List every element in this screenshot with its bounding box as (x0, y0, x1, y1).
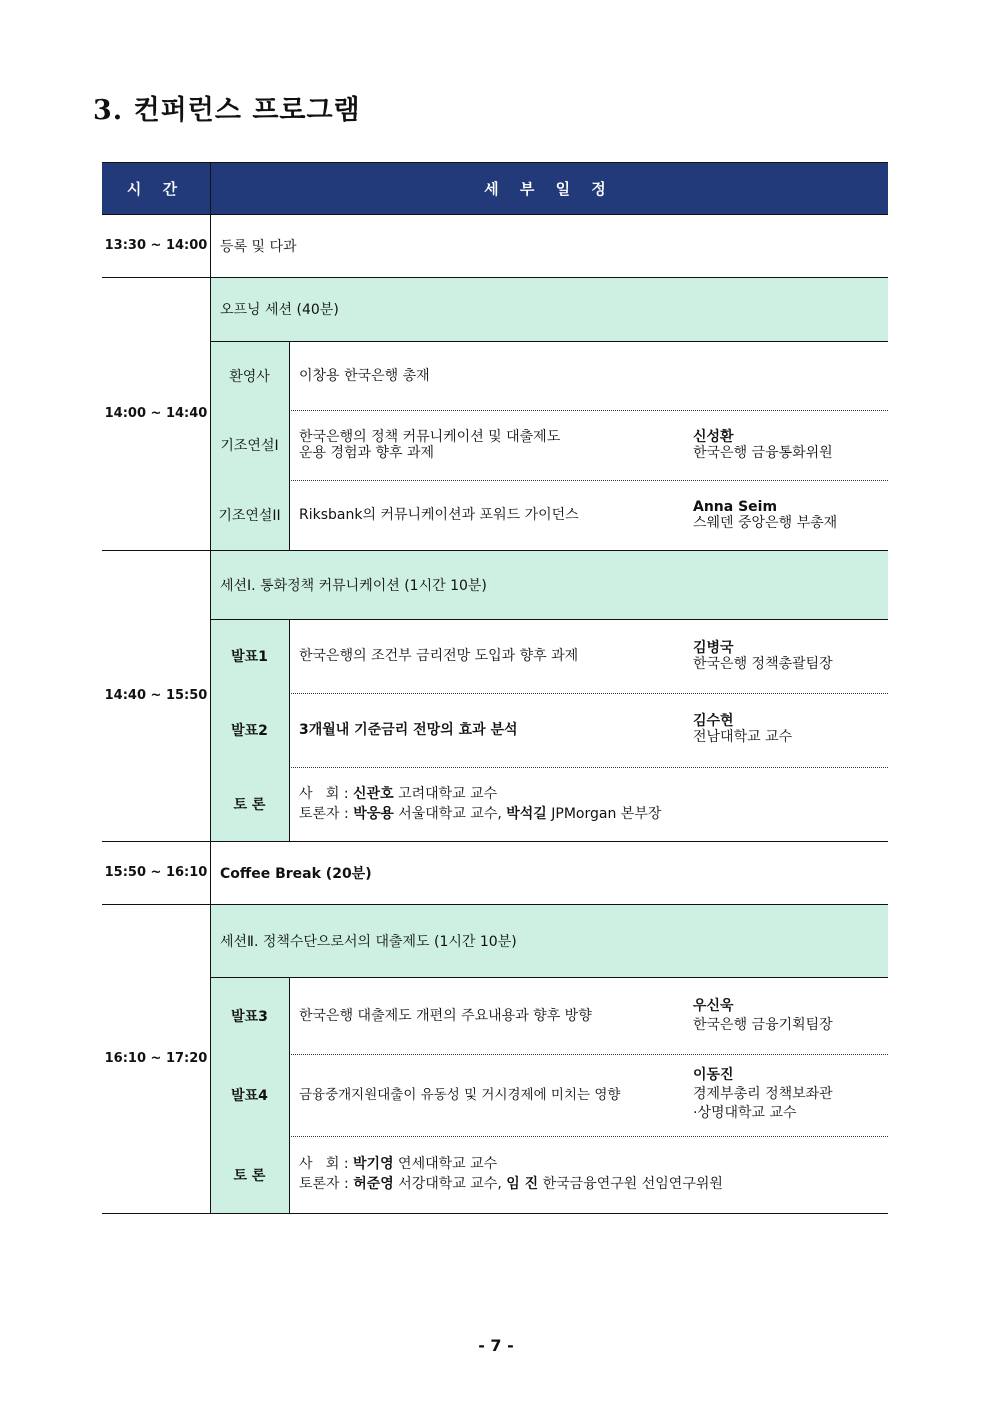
p3-speaker (693, 998, 833, 1033)
discussant-name: 박웅용 (353, 806, 394, 822)
discussants-line (299, 804, 661, 824)
p4-label: 발표4 (231, 1088, 268, 1104)
table-border (102, 162, 888, 163)
dotted-divider (289, 693, 888, 694)
session1-title: 세션Ⅰ. 통화정책 커뮤니케이션 (1시간 10분) (220, 577, 487, 594)
discussion1-label: 토 론 (233, 797, 266, 813)
dotted-divider (289, 767, 888, 768)
column-divider (289, 619, 290, 841)
p4-title: 금융중개지원대출이 유동성 및 거시경제에 미치는 영향 (299, 1087, 621, 1103)
divider (102, 550, 888, 551)
divider (102, 277, 888, 278)
column-divider (289, 341, 290, 550)
table-border (102, 1213, 888, 1214)
discussants-line (299, 1174, 723, 1194)
p1-speaker (693, 640, 833, 672)
registration-text: 등록 및 다과 (220, 238, 297, 255)
time-coffee: 15:50 ~ 16:10 (104, 865, 208, 880)
divider (102, 904, 888, 905)
discussant-name: 허준영 (353, 1176, 394, 1192)
moderator-aff: 연세대학교 교수 (393, 1156, 498, 1172)
dotted-divider (289, 1136, 888, 1137)
welcome-text: 이창용 한국은행 총재 (299, 367, 430, 384)
p3-title: 한국은행 대출제도 개편의 주요내용과 향후 방향 (299, 1007, 592, 1024)
column-divider (289, 977, 290, 1213)
discussion2-body (299, 1154, 723, 1194)
keynote1-line2: 운용 경험과 향후 과제 (299, 445, 435, 461)
keynote1-label: 기조연설I (220, 438, 279, 454)
dotted-divider (289, 480, 888, 481)
speaker-name: Anna Seim (693, 499, 778, 515)
header-time: 시 간 (102, 162, 210, 214)
speaker-affiliation: 스웨덴 중앙은행 부총재 (693, 515, 838, 531)
discussant-aff: 한국금융연구원 선임연구위원 (538, 1176, 723, 1192)
discussion2-label: 토 론 (233, 1167, 266, 1184)
keynote1-line1: 한국은행의 정책 커뮤니케이션 및 대출제도 (299, 429, 561, 445)
discussant-aff: 서울대학교 교수, (393, 806, 507, 822)
opening-title: 오프닝 세션 (40분) (220, 302, 339, 318)
p4-speaker (693, 1066, 833, 1123)
divider (102, 214, 888, 215)
moderator-line (299, 1154, 723, 1174)
speaker-affiliation: 한국은행 정책총괄팀장 (693, 656, 833, 672)
discussant-name: 박석길 (506, 806, 547, 822)
speaker-affiliation: 전남대학교 교수 (693, 729, 793, 745)
p1-title: 한국은행의 조건부 금리전망 도입과 향후 과제 (299, 648, 579, 664)
divider (210, 977, 888, 978)
moderator-name: 박기영 (353, 1156, 394, 1172)
speaker-name: 김병국 (693, 640, 734, 656)
speaker-affiliation: 경제부총리 정책보좌관 (693, 1086, 833, 1102)
discussant-aff: 서강대학교 교수, (393, 1176, 507, 1192)
page-heading: 3. 컨퍼런스 프로그램 (93, 95, 361, 126)
speaker-name: 우신욱 (693, 998, 734, 1014)
dotted-divider (289, 1054, 888, 1055)
time-session2: 16:10 ~ 17:20 (104, 1051, 208, 1066)
p2-label: 발표2 (231, 723, 268, 739)
divider (102, 841, 888, 842)
moderator-prefix: 사 회 : (299, 786, 354, 802)
time-session1: 14:40 ~ 15:50 (104, 688, 208, 703)
time-registration: 13:30 ~ 14:00 (104, 238, 208, 253)
page-number: - 7 - (478, 1336, 514, 1355)
p2-speaker (693, 713, 792, 745)
divider (210, 619, 888, 620)
p2-title: 3개월내 기준금리 전망의 효과 분석 (299, 722, 518, 738)
time-opening: 14:00 ~ 14:40 (104, 406, 208, 421)
keynote1-speaker (693, 429, 833, 461)
speaker-affiliation: ·상명대학교 교수 (693, 1105, 797, 1121)
moderator-prefix: 사 회 : (299, 1156, 354, 1172)
moderator-name: 신관호 (353, 786, 394, 802)
coffee-text: Coffee Break (20분) (220, 865, 372, 882)
p1-label: 발표1 (231, 649, 268, 665)
discussant-aff: JPMorgan 본부장 (546, 806, 662, 822)
discussant-name: 임 진 (506, 1176, 539, 1192)
speaker-name: 김수현 (693, 713, 734, 729)
keynote1-title (299, 429, 560, 461)
speaker-name: 신성환 (693, 429, 734, 445)
speaker-affiliation: 한국은행 금융기획팀장 (693, 1017, 833, 1033)
moderator-line (299, 784, 661, 804)
divider (210, 341, 888, 342)
discussion1-body (299, 784, 661, 824)
keynote2-title: Riksbank의 커뮤니케이션과 포워드 가이던스 (299, 507, 579, 523)
p3-label: 발표3 (231, 1008, 268, 1025)
speaker-affiliation: 한국은행 금융통화위원 (693, 445, 833, 461)
header-detail: 세 부 일 정 (210, 162, 888, 214)
moderator-aff: 고려대학교 교수 (393, 786, 498, 802)
session2-title: 세션Ⅱ. 정책수단으로서의 대출제도 (1시간 10분) (220, 933, 517, 950)
keynote2-speaker (693, 499, 837, 531)
welcome-label: 환영사 (229, 368, 270, 385)
keynote2-label: 기조연설II (218, 508, 281, 524)
discussants-prefix: 토론자 : (299, 1176, 354, 1192)
speaker-name: 이동진 (693, 1067, 734, 1083)
discussants-prefix: 토론자 : (299, 806, 354, 822)
dotted-divider (289, 410, 888, 411)
column-divider (210, 162, 211, 1213)
